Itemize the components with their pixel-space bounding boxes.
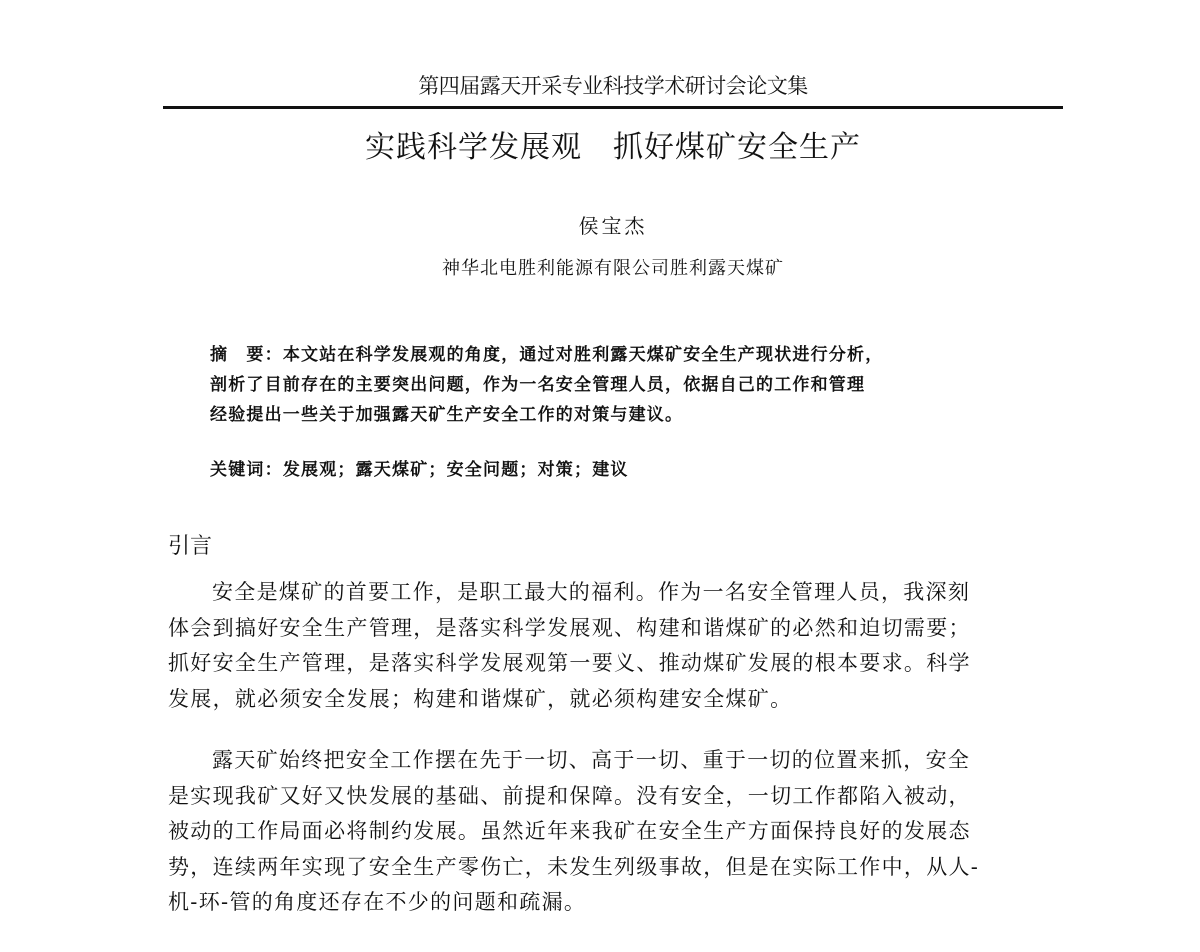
paragraph-2 bbox=[168, 743, 1058, 921]
paragraph-line: 发展，就必须安全发展；构建和谐煤矿，就必须构建安全煤矿。 bbox=[168, 686, 793, 711]
running-header: 第四届露天开采专业科技学术研讨会论文集 bbox=[418, 74, 808, 98]
paragraph-line: 抓好安全生产管理，是落实科学发展观第一要义、推动煤矿发展的根本要求。科学 bbox=[168, 651, 971, 675]
abstract-line-3: 经验提出一些关于加强露天矿生产安全工作的对策与建议。 bbox=[210, 405, 684, 425]
abstract-text: 本文站在科学发展观的角度，通过对胜利露天煤矿安全生产现状进行分析， bbox=[282, 345, 884, 365]
paper-title: 实践科学发展观 抓好煤矿安全生产 bbox=[365, 130, 861, 165]
keywords-text: 发展观；露天煤矿；安全问题；对策；建议 bbox=[282, 460, 629, 480]
paragraph-line: 露天矿始终把安全工作摆在先于一切、高于一切、重于一切的位置来抓，安全 bbox=[212, 748, 971, 772]
author-affiliation: 神华北电胜利能源有限公司胜利露天煤矿 bbox=[442, 258, 784, 279]
header-rule bbox=[163, 106, 1063, 109]
paragraph-line: 势，连续两年实现了安全生产零伤亡，未发生列级事故，但是在实际工作中，从人- bbox=[168, 854, 980, 879]
paragraph-1 bbox=[168, 575, 1058, 717]
paragraph-line: 安全是煤矿的首要工作，是职工最大的福利。作为一名安全管理人员，我深刻 bbox=[212, 580, 971, 604]
keywords bbox=[210, 455, 1010, 485]
section-heading-introduction: 引言 bbox=[168, 534, 213, 559]
keywords-label: 关键词： bbox=[210, 460, 283, 480]
author-name: 侯宝杰 bbox=[578, 214, 648, 238]
paragraph-line: 被动的工作局面必将制约发展。虽然近年来我矿在安全生产方面保持良好的发展态 bbox=[168, 819, 971, 843]
abstract-label: 摘 要： bbox=[210, 345, 283, 365]
paragraph-line: 机-环-管的角度还存在不少的问题和疏漏。 bbox=[168, 890, 587, 914]
abstract bbox=[210, 340, 1010, 430]
abstract-line-2: 剖析了目前存在的主要突出问题，作为一名安全管理人员，依据自己的工作和管理 bbox=[210, 375, 866, 395]
abstract-line-1 bbox=[210, 340, 1010, 370]
paragraph-line: 体会到搞好安全生产管理，是落实科学发展观、构建和谐煤矿的必然和迫切需要； bbox=[168, 615, 971, 640]
paragraph-line: 是实现我矿又好又快发展的基础、前提和保障。没有安全，一切工作都陷入被动， bbox=[168, 783, 971, 808]
